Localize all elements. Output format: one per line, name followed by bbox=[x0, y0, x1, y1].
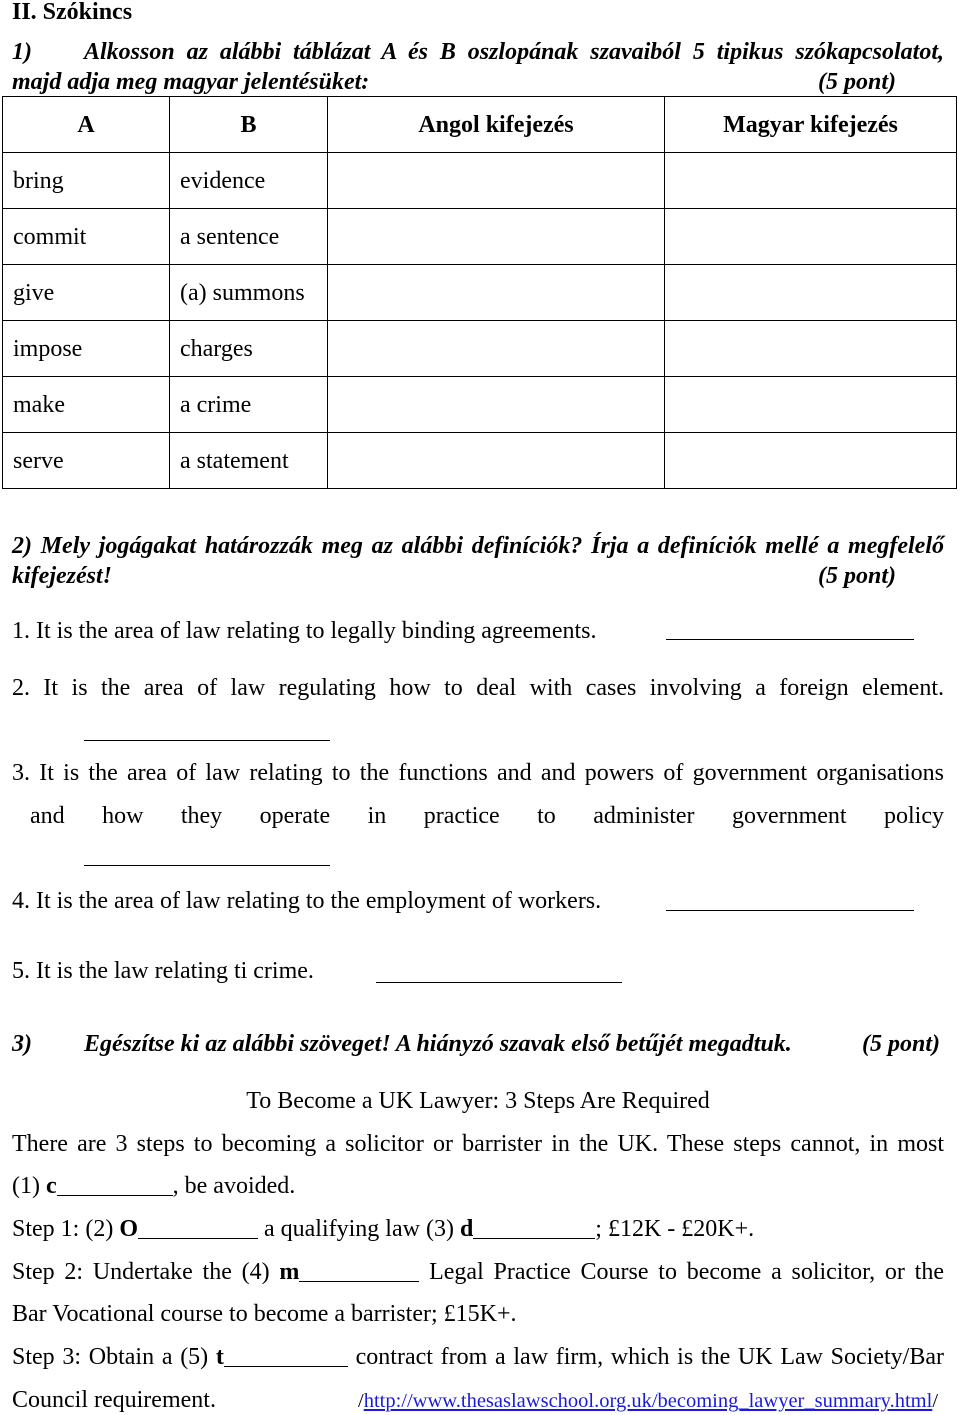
section-title: II. Szókincs bbox=[12, 0, 133, 25]
cell-word-b: a crime bbox=[170, 377, 328, 433]
cell-word-b: (a) summons bbox=[170, 265, 328, 321]
cell-english-expression bbox=[328, 321, 665, 377]
column-header-b: B bbox=[170, 97, 328, 153]
task-3-number: 3) bbox=[12, 1031, 32, 1057]
task-2-instruction-line-1: 2) Mely jogágakat határozzák meg az alábbi definíciók? Írja a definíciók mellé a megfelelő bbox=[12, 533, 944, 559]
column-header-english-expression: Angol kifejezés bbox=[328, 97, 665, 153]
gap-1-first-letter: c bbox=[45, 1173, 57, 1199]
source-open-slash: / bbox=[358, 1390, 364, 1412]
definition-3-text-line-1: 3. It is the area of law relating to the functions and and powers of government organisations bbox=[12, 760, 944, 786]
cell-hungarian-expression bbox=[665, 321, 957, 377]
table-header-row bbox=[3, 97, 957, 153]
definition-3-answer-line bbox=[84, 865, 330, 866]
task-1-number: 1) bbox=[12, 39, 32, 65]
definition-5-text: 5. It is the law relating ti crime. bbox=[12, 958, 314, 984]
task-1-instruction-line-2: majd adja meg magyar jelentésüket: bbox=[12, 69, 370, 95]
paragraph-line-1: There are 3 steps to becoming a solicitor or barrister in the UK. These steps cannot, in most bbox=[12, 1131, 944, 1157]
step-2-suffix: Legal Practice Course to become a solicitor, or the bbox=[419, 1259, 944, 1285]
cell-word-a: commit bbox=[3, 209, 170, 265]
task-3-instruction: Egészítse ki az alábbi szöveget! A hiányzó szavak első betűjét megadtuk. bbox=[84, 1031, 792, 1057]
gap-3-blank bbox=[473, 1238, 595, 1239]
cell-english-expression bbox=[328, 209, 665, 265]
cell-english-expression bbox=[328, 377, 665, 433]
gap-2-first-letter: O bbox=[119, 1216, 138, 1242]
table-row bbox=[3, 321, 957, 377]
cell-word-a: make bbox=[3, 377, 170, 433]
paragraph-line-5: Bar Vocational course to become a barrister; £15K+. bbox=[12, 1301, 517, 1327]
definition-2-answer-line bbox=[84, 740, 330, 741]
step-2-line bbox=[12, 1260, 944, 1284]
gap-1-blank bbox=[57, 1195, 173, 1196]
step-1-middle: a qualifying law (3) bbox=[258, 1216, 460, 1242]
gap-1-prefix: (1) bbox=[12, 1173, 46, 1199]
paragraph-line-7: Council requirement. bbox=[12, 1387, 216, 1413]
source-close-slash: / bbox=[932, 1390, 939, 1412]
cell-english-expression bbox=[328, 265, 665, 321]
step-3-suffix: contract from a law firm, which is the UK Law Society/Bar bbox=[347, 1344, 944, 1370]
cell-english-expression bbox=[328, 153, 665, 209]
cell-word-b: a sentence bbox=[170, 209, 328, 265]
task-2-points: (5 pont) bbox=[818, 563, 896, 589]
step-3-prefix: Step 3: Obtain a (5) bbox=[12, 1344, 216, 1370]
cell-english-expression bbox=[328, 433, 665, 489]
table-row bbox=[3, 209, 957, 265]
definition-5-answer-line bbox=[376, 982, 622, 983]
column-header-hungarian-expression: Magyar kifejezés bbox=[665, 97, 957, 153]
definition-2-text: 2. It is the area of law regulating how to deal with cases involving a foreign element. bbox=[12, 675, 944, 701]
cell-word-b: charges bbox=[170, 321, 328, 377]
cell-word-a: impose bbox=[3, 321, 170, 377]
gap-1-suffix: , be avoided. bbox=[172, 1173, 296, 1199]
article-title: To Become a UK Lawyer: 3 Steps Are Required bbox=[246, 1088, 710, 1114]
step-1-suffix: ; £12K - £20K+. bbox=[595, 1216, 755, 1242]
cell-word-a: bring bbox=[3, 153, 170, 209]
cell-hungarian-expression bbox=[665, 265, 957, 321]
cell-word-b: a statement bbox=[170, 433, 328, 489]
source-link[interactable]: http://www.thesaslawschool.org.uk/becoming_lawyer_summary.html bbox=[363, 1390, 933, 1412]
step-1-prefix: Step 1: (2) bbox=[12, 1216, 120, 1242]
gap-5-first-letter: t bbox=[215, 1344, 224, 1370]
step-2-prefix: Step 2: Undertake the (4) bbox=[12, 1259, 280, 1285]
cell-hungarian-expression bbox=[665, 433, 957, 489]
gap-2-blank bbox=[138, 1238, 258, 1239]
task-2-instruction-line-2: kifejezést! bbox=[12, 563, 112, 589]
cell-hungarian-expression bbox=[665, 377, 957, 433]
gap-4-first-letter: m bbox=[279, 1259, 300, 1285]
table-row bbox=[3, 377, 957, 433]
task-3-points: (5 pont) bbox=[862, 1031, 940, 1057]
gap-4-blank bbox=[299, 1281, 419, 1282]
cell-hungarian-expression bbox=[665, 209, 957, 265]
source-citation bbox=[358, 1388, 938, 1412]
definition-1-answer-line bbox=[666, 639, 914, 640]
cell-word-b: evidence bbox=[170, 153, 328, 209]
column-header-a: A bbox=[3, 97, 170, 153]
task-1-points: (5 pont) bbox=[818, 69, 896, 95]
step-1-line bbox=[12, 1217, 754, 1241]
gap-5-blank bbox=[224, 1366, 348, 1367]
cell-word-a: serve bbox=[3, 433, 170, 489]
cell-word-a: give bbox=[3, 265, 170, 321]
definition-4-text: 4. It is the area of law relating to the employment of workers. bbox=[12, 888, 602, 914]
task-1-instruction-line-1: Alkosson az alábbi táblázat A és B oszlopának szavaiból 5 tipikus szókapcsolatot, bbox=[84, 39, 944, 65]
cell-hungarian-expression bbox=[665, 153, 957, 209]
paragraph-line-2 bbox=[12, 1174, 295, 1198]
table-row bbox=[3, 153, 957, 209]
definition-1-text: 1. It is the area of law relating to legally binding agreements. bbox=[12, 618, 597, 644]
table-row bbox=[3, 265, 957, 321]
step-3-line bbox=[12, 1345, 944, 1369]
collocation-table bbox=[2, 96, 957, 489]
table-row bbox=[3, 433, 957, 489]
gap-3-first-letter: d bbox=[459, 1216, 474, 1242]
definition-4-answer-line bbox=[666, 910, 914, 911]
definition-3-text-line-2: and how they operate in practice to administer government policy bbox=[30, 803, 944, 829]
